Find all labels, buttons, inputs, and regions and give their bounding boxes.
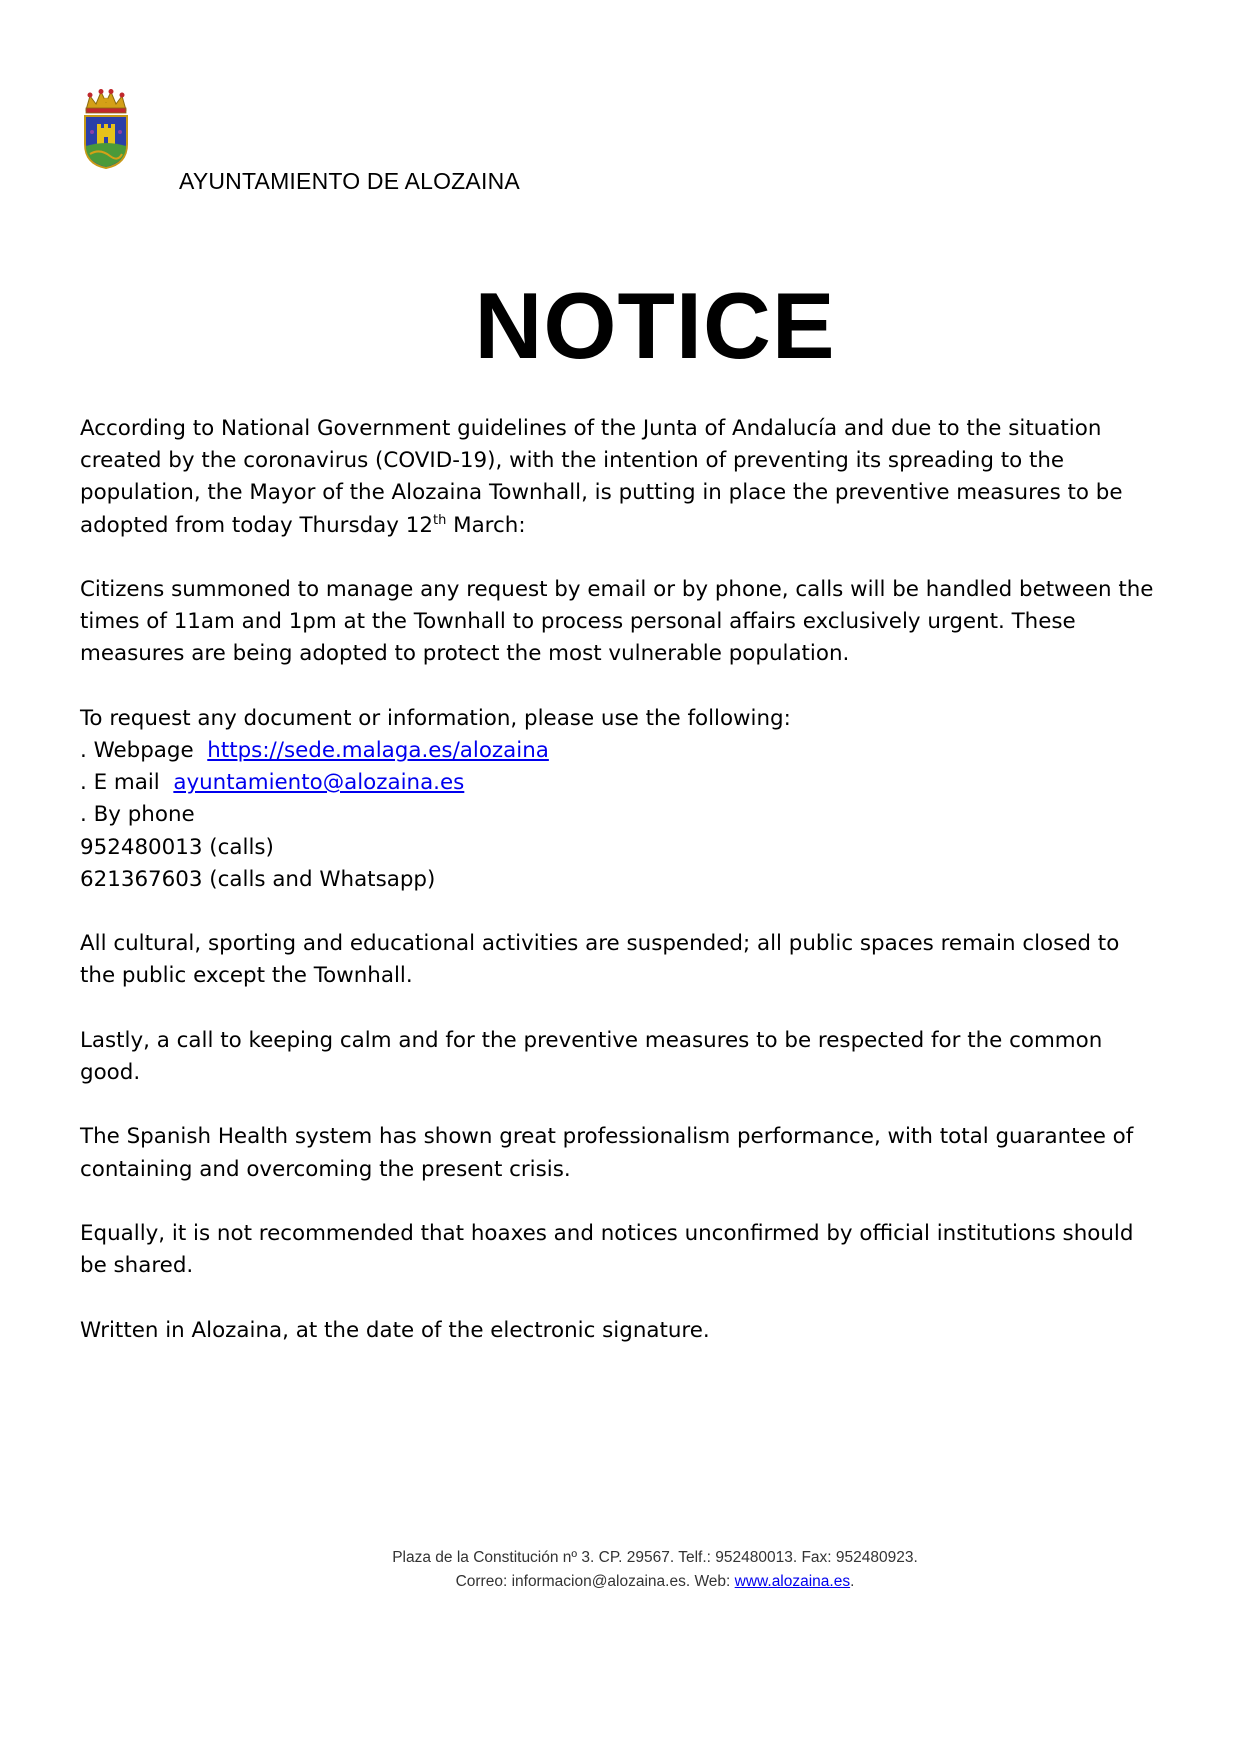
hoaxes-paragraph [80,1218,1165,1282]
citizens-paragraph [80,574,1165,671]
email-link[interactable]: ayuntamiento@alozaina.es [173,770,465,796]
email-line [80,767,1165,799]
activities-line: the public except the Townhall. [80,963,413,989]
intro-date-month: March: [446,512,526,538]
webpage-line [80,735,1165,767]
footer-contact [0,1570,1240,1594]
intro-paragraph [80,413,1165,542]
citizens-line: times of 11am and 1pm at the Townhall to process personal affairs exclusively urgent. These [80,609,1076,635]
calm-line: good. [80,1060,141,1085]
page-title: NOTICE [474,273,836,378]
health-line: The Spanish Health system has shown great professionalism performance, with total guarantee of [80,1124,1134,1150]
intro-line: population, the Mayor of the Alozaina Townhall, is putting in place the preventive measures to be [80,480,1123,506]
calm-paragraph [80,1025,1165,1089]
footer-web-link[interactable]: www.alozaina.es [734,1573,851,1590]
notice-body [80,413,1165,1379]
footer-contact-end: . [850,1573,855,1590]
activities-line: All cultural, sporting and educational activities are suspended; all public spaces remain closed to [80,931,1120,957]
citizens-line: measures are being adopted to protect the most vulnerable population. [80,641,850,667]
intro-line-date [80,510,1165,542]
citizens-line: Citizens summoned to manage any request by email or by phone, calls will be handled between the [80,577,1154,602]
footer [0,1546,1240,1594]
hoaxes-line: be shared. [80,1253,194,1279]
contact-paragraph [80,703,1165,896]
organization-name: AYUNTAMIENTO DE ALOZAINA [179,168,520,194]
activities-paragraph [80,928,1165,992]
footer-address: Plaza de la Constitución nº 3. CP. 29567. Telf.: 952480013. Fax: 952480923. [392,1549,918,1566]
intro-line: created by the coronavirus (COVID-19), with the intention of preventing its spreading to the [80,448,1065,474]
calm-line: Lastly, a call to keeping calm and for the preventive measures to be respected for the common [80,1027,1103,1053]
phone-number-2: 621367603 (calls and Whatsapp) [80,866,436,892]
signature-line: Written in Alozaina, at the date of the electronic signature. [80,1317,710,1343]
health-line: containing and overcoming the present crisis. [80,1156,571,1182]
footer-contact-text: Correo: informacion@alozaina.es. Web: [455,1573,735,1590]
hoaxes-line: Equally, it is not recommended that hoaxes and notices unconfirmed by official institutions should [80,1220,1134,1246]
signature-paragraph [80,1315,1165,1347]
email-label: . E mail [80,770,174,796]
intro-line: According to National Government guidelines of the Junta of Andalucía and due to the situation [80,416,1102,441]
contact-intro: To request any document or information, please use the following: [80,705,791,731]
coat-of-arms-icon [80,88,132,170]
phone-label: . By phone [80,802,195,828]
webpage-label: . Webpage [80,738,208,763]
health-paragraph [80,1121,1165,1185]
webpage-link[interactable]: https://sede.malaga.es/alozaina [207,738,549,763]
phone-number-1: 952480013 (calls) [80,834,274,860]
intro-date-text: adopted from today Thursday 12 [80,512,433,538]
ordinal-suffix: th [432,512,447,528]
